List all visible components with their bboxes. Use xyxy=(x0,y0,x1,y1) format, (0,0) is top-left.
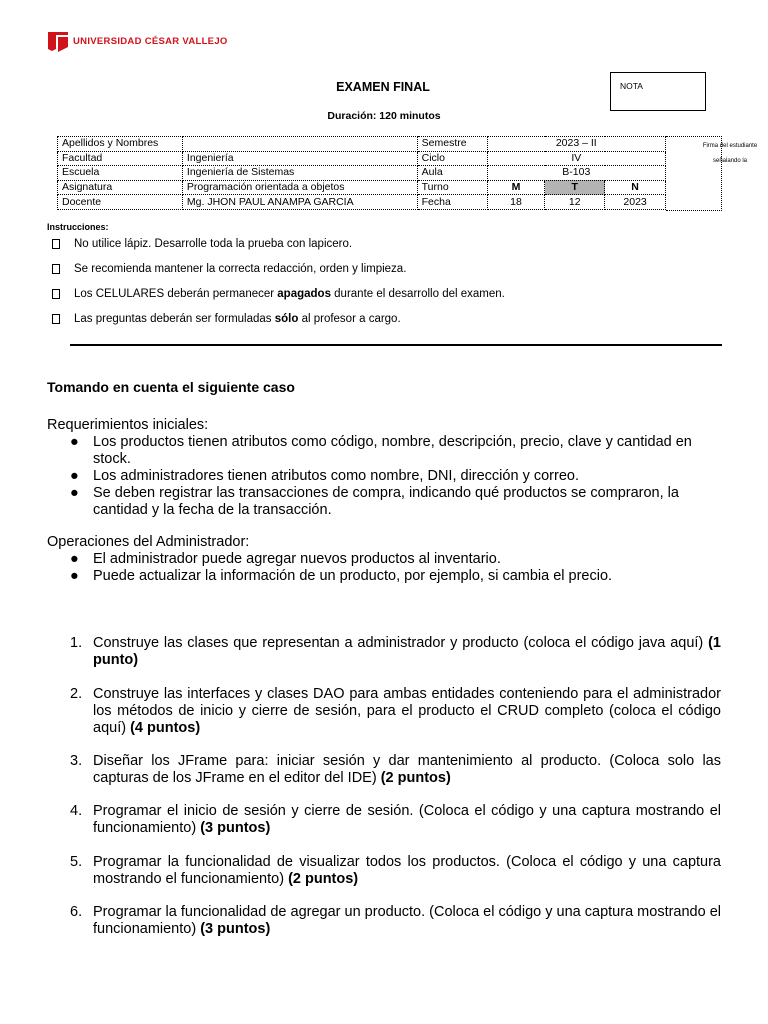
question-6: 6. Programar la funcionalidad de agregar un producto. (Coloca el código y una captura mostrando el funcionamiento) (3 puntos) xyxy=(70,904,721,937)
question-5: 5. Programar la funcionalidad de visualizar todos los productos. (Coloca el código y una captura mostrando el funcionamiento) (2 puntos) xyxy=(70,854,721,887)
fecha-label: Fecha xyxy=(417,195,487,210)
table-row xyxy=(58,195,666,210)
list-item: ● El administrador puede agregar nuevos productos al inventario. xyxy=(70,551,501,567)
instruction-item: No utilice lápiz. Desarrolle toda la prueba con lapicero. xyxy=(52,238,352,250)
aula-label: Aula xyxy=(417,166,487,181)
institution-name: UNIVERSIDAD CÉSAR VALLEJO xyxy=(73,35,228,47)
turno-t-selected: T xyxy=(545,180,605,195)
semestre-label: Semestre xyxy=(417,137,487,152)
table-row xyxy=(58,180,666,195)
bullet-icon: ● xyxy=(70,568,79,584)
bullet-icon: ● xyxy=(70,468,79,484)
table-row xyxy=(58,137,666,152)
facultad-value: Ingeniería xyxy=(182,151,417,166)
table-row xyxy=(58,151,666,166)
grade-box xyxy=(610,72,706,111)
list-item: ● Los administradores tienen atributos como nombre, DNI, dirección y correo. xyxy=(70,468,579,484)
instructions-heading: Instrucciones: xyxy=(47,222,109,232)
instruction-item: Los CELULARES deberán permanecer apagados durante el desarrollo del examen. xyxy=(52,288,505,300)
fecha-month: 12 xyxy=(545,195,605,210)
checkbox-square-icon xyxy=(52,289,60,299)
ciclo-label: Ciclo xyxy=(417,151,487,166)
turno-label: Turno xyxy=(417,180,487,195)
checkbox-square-icon xyxy=(52,239,60,249)
escuela-label: Escuela xyxy=(58,166,183,181)
asignatura-value: Programación orientada a objetos xyxy=(182,180,417,195)
turno-n: N xyxy=(605,180,666,195)
signature-label: Firma del estudiante señalando la xyxy=(702,143,758,164)
bullet-icon: ● xyxy=(70,434,79,450)
university-logo xyxy=(47,29,228,53)
semestre-value: 2023 – II xyxy=(487,137,665,152)
checkbox-square-icon xyxy=(52,264,60,274)
question-1: 1. Construye las clases que representan a administrador y producto (coloca el código java aquí) (1 punto) xyxy=(70,635,721,668)
university-shield-icon xyxy=(47,29,69,53)
case-title: Tomando en cuenta el siguiente caso xyxy=(47,379,295,395)
ciclo-value: IV xyxy=(487,151,665,166)
exam-duration: Duración: 120 minutos xyxy=(327,110,441,122)
grade-label: NOTA xyxy=(620,81,643,91)
student-info-table xyxy=(57,136,666,210)
checkbox-square-icon xyxy=(52,314,60,324)
fecha-year: 2023 xyxy=(605,195,666,210)
apellidos-value[interactable] xyxy=(182,137,417,152)
exam-title: EXAMEN FINAL xyxy=(336,80,430,94)
table-row xyxy=(58,166,666,181)
question-4: 4. Programar el inicio de sesión y cierre de sesión. (Coloca el código y una captura mostrando el funcionamiento) (3 puntos) xyxy=(70,803,721,836)
instruction-item: Se recomienda mantener la correcta redacción, orden y limpieza. xyxy=(52,263,406,275)
apellidos-label: Apellidos y Nombres xyxy=(58,137,183,152)
asignatura-label: Asignatura xyxy=(58,180,183,195)
operations-heading: Operaciones del Administrador: xyxy=(47,534,250,550)
bullet-icon: ● xyxy=(70,551,79,567)
docente-value: Mg. JHON PAUL ANAMPA GARCIA xyxy=(182,195,417,210)
question-3: 3. Diseñar los JFrame para: iniciar sesión y dar mantenimiento al producto. (Coloca solo las capturas de los JFrame en el editor del IDE) (2 puntos) xyxy=(70,753,721,786)
question-2: 2. Construye las interfaces y clases DAO para ambas entidades conteniendo para el administrador los métodos de inicio y cierre de sesión, para el producto el CRUD completo (coloca el código aquí) (4 puntos) xyxy=(70,686,721,736)
fecha-day: 18 xyxy=(487,195,545,210)
list-item: ● Los productos tienen atributos como código, nombre, descripción, precio, clave y cantidad en stock. xyxy=(70,434,692,467)
facultad-label: Facultad xyxy=(58,151,183,166)
list-item: ● Se deben registrar las transacciones de compra, indicando qué productos se compraron, la cantidad y la fecha de la transacción. xyxy=(70,485,679,518)
bullet-icon: ● xyxy=(70,485,79,501)
aula-value: B-103 xyxy=(487,166,665,181)
instruction-item: Las preguntas deberán ser formuladas sólo al profesor a cargo. xyxy=(52,313,401,325)
escuela-value: Ingeniería de Sistemas xyxy=(182,166,417,181)
requirements-heading: Requerimientos iniciales: xyxy=(47,417,209,433)
turno-m: M xyxy=(487,180,545,195)
list-item: ● Puede actualizar la información de un producto, por ejemplo, si cambia el precio. xyxy=(70,568,613,584)
docente-label: Docente xyxy=(58,195,183,210)
divider xyxy=(70,344,722,346)
